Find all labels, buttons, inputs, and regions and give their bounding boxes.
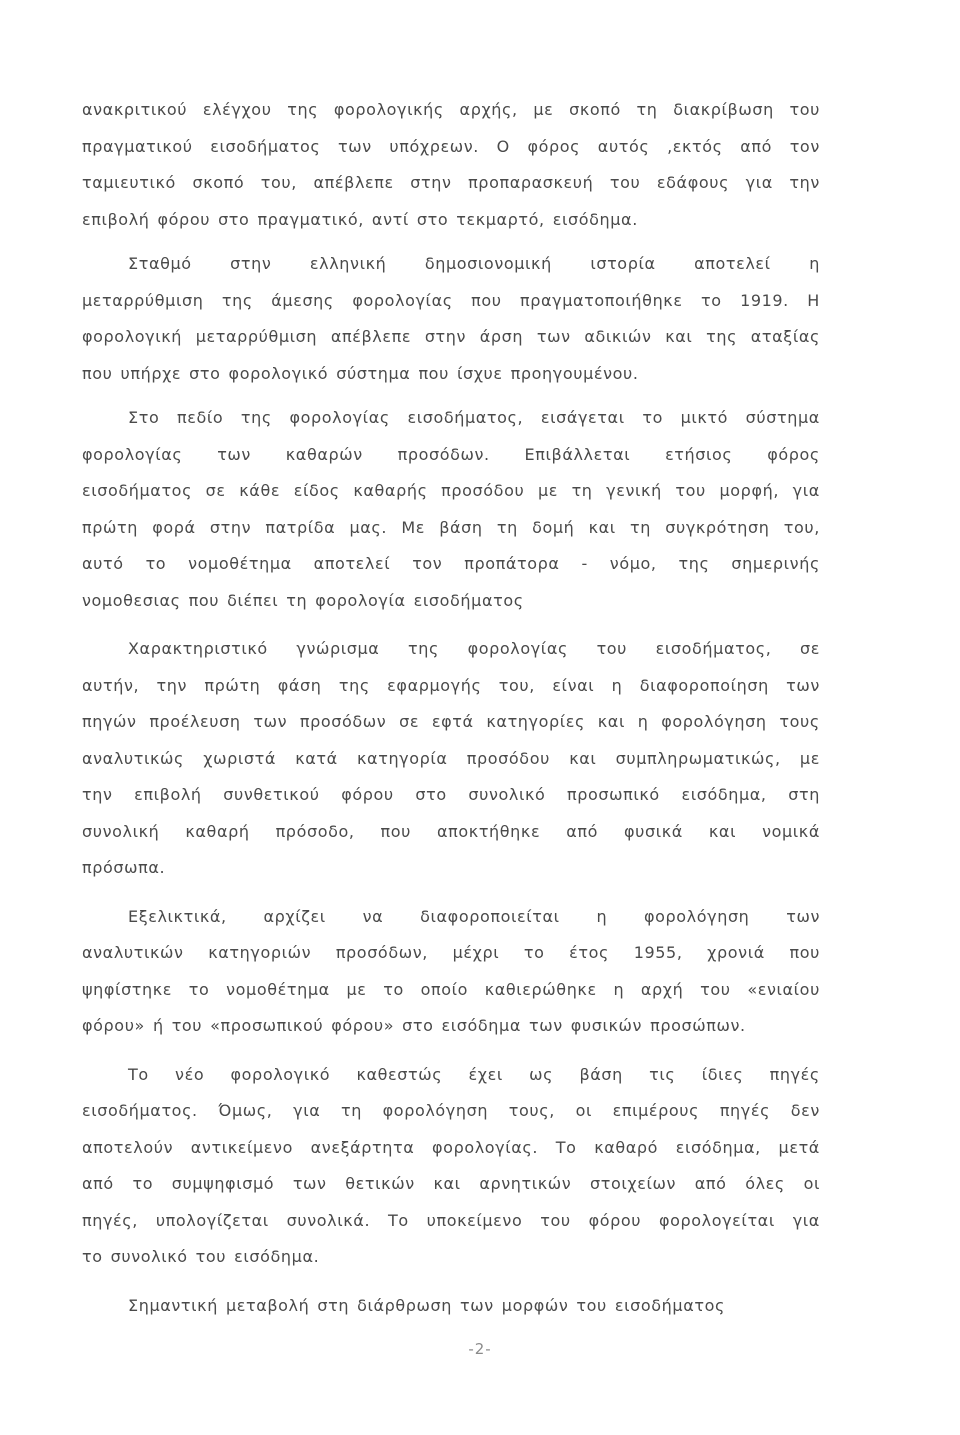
text-line: εισοδήματος. Όμως, για τη φορολόγηση τους, οι επιμέρους πηγές δεν [82,1101,820,1120]
text-line: νομοθεσιας που διέπει τη φορολογία εισοδήματος [82,590,524,610]
text-line: την επιβολή συνθετικού φόρου στο συνολικό προσωπικό εισόδημα, στη [82,785,820,804]
text-line: πραγματικού εισοδήματος των υπόχρεων. Ο φόρος αυτός ,εκτός από τον [82,136,820,156]
text-line: Χαρακτηριστικό γνώρισμα της φορολογίας του εισοδήματος, σε [128,639,820,658]
text-line: συνολική καθαρή πρόσοδο, που αποκτήθηκε από φυσικά και νομικά [82,821,820,841]
paragraph [82,400,820,619]
text-line: Το νέο φορολογικό καθεστώς έχει ως βάση τις ίδιες πηγές [128,1064,820,1084]
text-line: Σημαντική μεταβολή στη διάρθρωση των μορφών του εισοδήματος [128,1295,725,1315]
text-line: επιβολή φόρου στο πραγματικό, αντί στο τεκμαρτό, εισόδημα. [82,209,638,229]
paragraph [82,899,820,1045]
paragraph [82,631,820,887]
paragraph [82,246,820,392]
text-line: πρώτη φορά στην πατρίδα μας. Με βάση τη δομή και τη συγκρότηση του, [82,517,820,537]
text-line: εισοδήματος σε κάθε είδος καθαρής προσόδου με τη γενική του μορφή, για [82,481,820,500]
text-line: φορολογίας των καθαρών προσόδων. Επιβάλλεται ετήσιος φόρος [82,444,820,464]
page-number: -2- [468,1340,492,1358]
text-line: το συνολικό του εισόδημα. [82,1247,320,1266]
text-line: Εξελικτικά, αρχίζει να διαφοροποιείται η φορολόγηση των [128,906,820,926]
document-page [82,92,820,1324]
paragraph [82,92,820,238]
text-line: αποτελούν αντικείμενο ανεξάρτητα φορολογίας. Το καθαρό εισόδημα, μετά [82,1137,820,1157]
text-line: από το συμψηφισμό των θετικών και αρνητικών στοιχείων από όλες οι [82,1174,820,1193]
text-line: αναλυτικών κατηγοριών προσόδων, μέχρι το έτος 1955, χρονιά που [82,943,820,962]
text-line: αναλυτικώς χωριστά κατά κατηγορία προσόδου και συμπληρωματικώς, με [82,748,820,768]
text-line: Στο πεδίο της φορολογίας εισοδήματος, εισάγεται το μικτό σύστημα [128,408,820,427]
text-line: ανακριτικού ελέγχου της φορολογικής αρχής, με σκοπό τη διακρίβωση του [82,100,820,119]
text-line: που υπήρχε στο φορολογικό σύστημα που ίσχυε προηγουμένου. [82,363,639,383]
text-line: αυτό το νομοθέτημα αποτελεί τον προπάτορα - νόμο, της σημερινής [82,554,820,573]
paragraph [82,1057,820,1276]
paragraph [82,1288,820,1325]
text-line: πηγές, υπολογίζεται συνολικά. Το υποκείμενο του φόρου φορολογείται για [82,1210,820,1230]
text-line: μεταρρύθμιση της άμεσης φορολογίας που πραγματοποιήθηκε το 1919. Η [82,290,820,310]
text-line: Σταθμό στην ελληνική δημοσιονομική ιστορία αποτελεί η [128,254,820,273]
text-line: αυτήν, την πρώτη φάση της εφαρμογής του, είναι η διαφοροποίηση των [82,675,820,695]
text-line: ταμιευτικό σκοπό του, απέβλεπε στην προπαρασκευή του εδάφους για την [82,173,820,192]
text-line: φόρου» ή του «προσωπικού φόρου» στο εισόδημα των φυσικών προσώπων. [82,1016,746,1035]
text-line: ψηφίστηκε το νομοθέτημα με το οποίο καθιερώθηκε η αρχή του «ενιαίου [82,979,820,999]
text-line: πρόσωπα. [82,858,166,877]
text-line: φορολογική μεταρρύθμιση απέβλεπε στην άρση των αδικιών και της αταξίας [82,327,820,346]
text-line: πηγών προέλευση των προσόδων σε εφτά κατηγορίες και η φορολόγηση τους [82,712,820,731]
